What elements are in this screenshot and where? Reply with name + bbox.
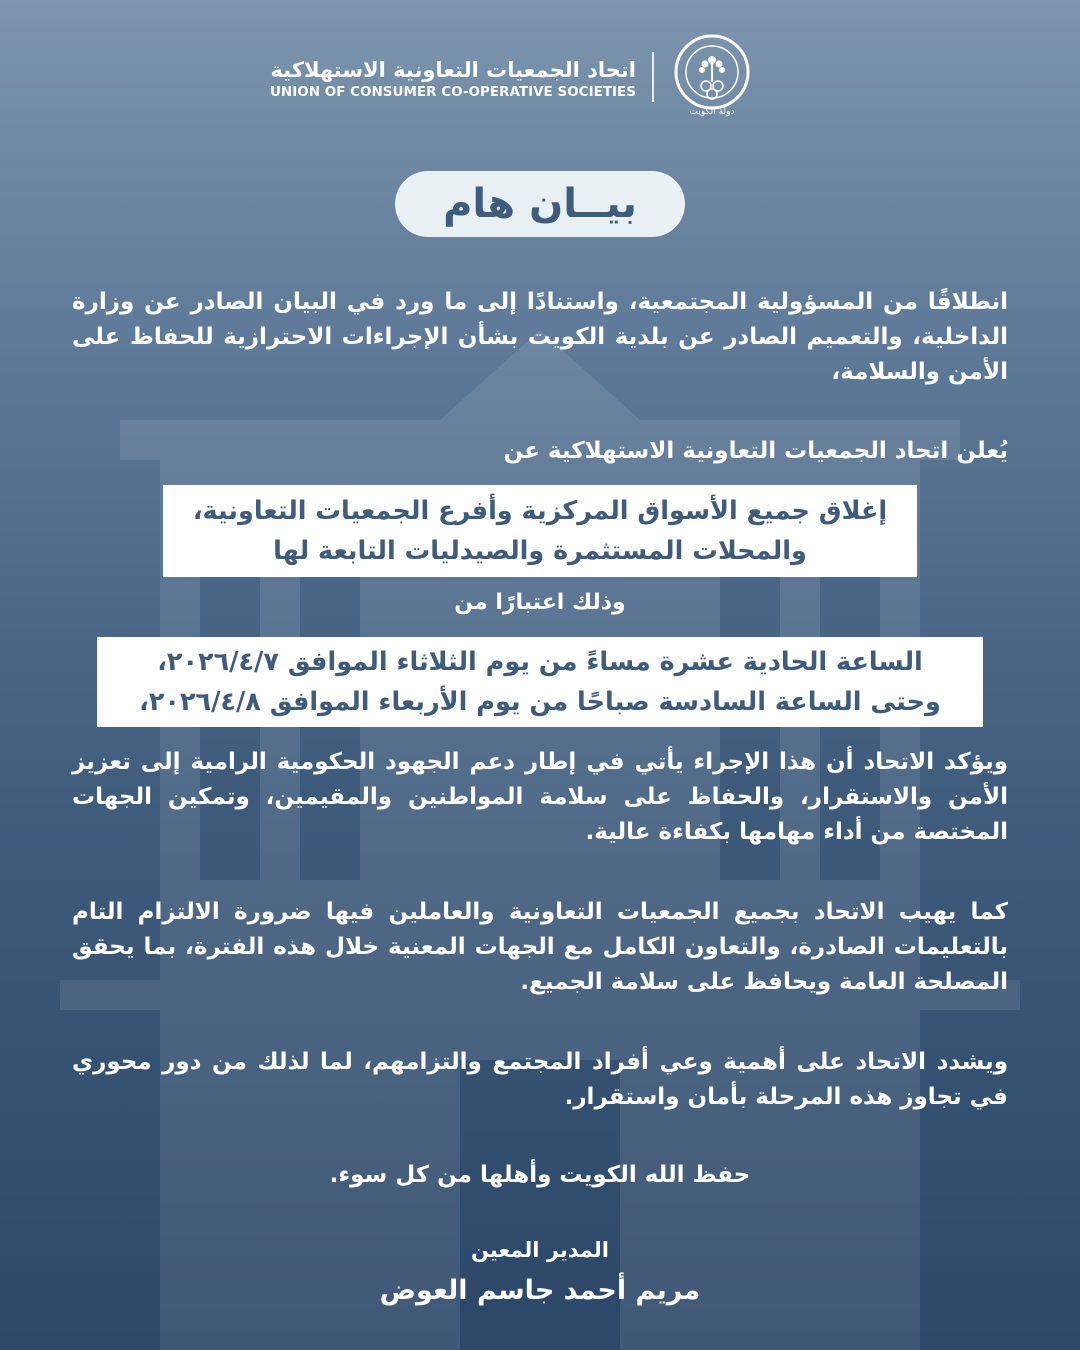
compliance-paragraph: كما يهيب الاتحاد بجميع الجمعيات التعاونية والعاملين فيها ضرورة الالتزام التام بالتعليمات الصادرة، والتعاون الكامل مع الجهات المعنية خلال هذه الفترة، بما يحقق المصلحة العامة ويحافظ على سلامة الجميع. [72,899,1008,995]
time-line-1: الساعة الحادية عشرة مساءً من يوم الثلاثاء الموافق ٢٠٢٦/٤/٧، [157,647,923,677]
closure-notice-box [163,485,917,577]
since-line: وذلك اعتبارًا من [454,590,626,615]
org-name-arabic: اتحاد الجمعيات التعاونية الاستهلاكية [270,58,636,82]
logo-country-text: دولة الكويت [689,107,735,117]
union-seal-logo-icon [668,30,756,118]
org-name-english: UNION OF CONSUMER CO-OPERATIVE SOCIETIES [269,84,636,100]
closure-line-2: والمحلات المستثمرة والصيدليات التابعة لها [273,536,807,566]
intro-paragraph: انطلاقًا من المسؤولية المجتمعية، واستنادًا إلى ما ورد في البيان الصادر عن وزارة الداخلية، والتعميم الصادر عن بلدية الكويت بشأن الإجراءات الاحترازية للحفاظ على الأمن والسلامة، [72,289,1008,385]
statement-title: بيــان هام [395,171,685,237]
time-line-2: وحتى الساعة السادسة صباحًا من يوم الأربعاء الموافق ٢٠٢٦/٤/٨، [139,687,941,717]
awareness-paragraph: ويشدد الاتحاد على أهمية وعي أفراد المجتمع والتزامهم، لما لذلك من دور محوري في تجاوز هذه المرحلة بأمان واستقرار. [72,1049,1008,1110]
support-paragraph: ويؤكد الاتحاد أن هذا الإجراء يأتي في إطار دعم الجهود الحكومية الرامية إلى تعزيز الأمن والاستقرار، والحفاظ على سلامة المواطنين والمقيمين، وتمكين الجهات المختصة من أداء مهامها بكفاءة عالية. [72,749,1008,845]
signatory-name: مريم أحمد جاسم العوض [379,1275,701,1306]
closure-line-1: إغلاق جميع الأسواق المركزية وأفرع الجمعيات التعاونية، [192,496,888,526]
closing-prayer: حفظ الله الكويت وأهلها من كل سوء. [329,1162,751,1188]
announcement-line: يُعلن اتحاد الجمعيات التعاونية الاستهلاكية عن [503,438,1008,464]
header-divider [652,52,654,102]
closure-time-box [97,637,983,727]
signatory-role: المدير المعين [470,1238,610,1262]
header [0,30,1080,120]
